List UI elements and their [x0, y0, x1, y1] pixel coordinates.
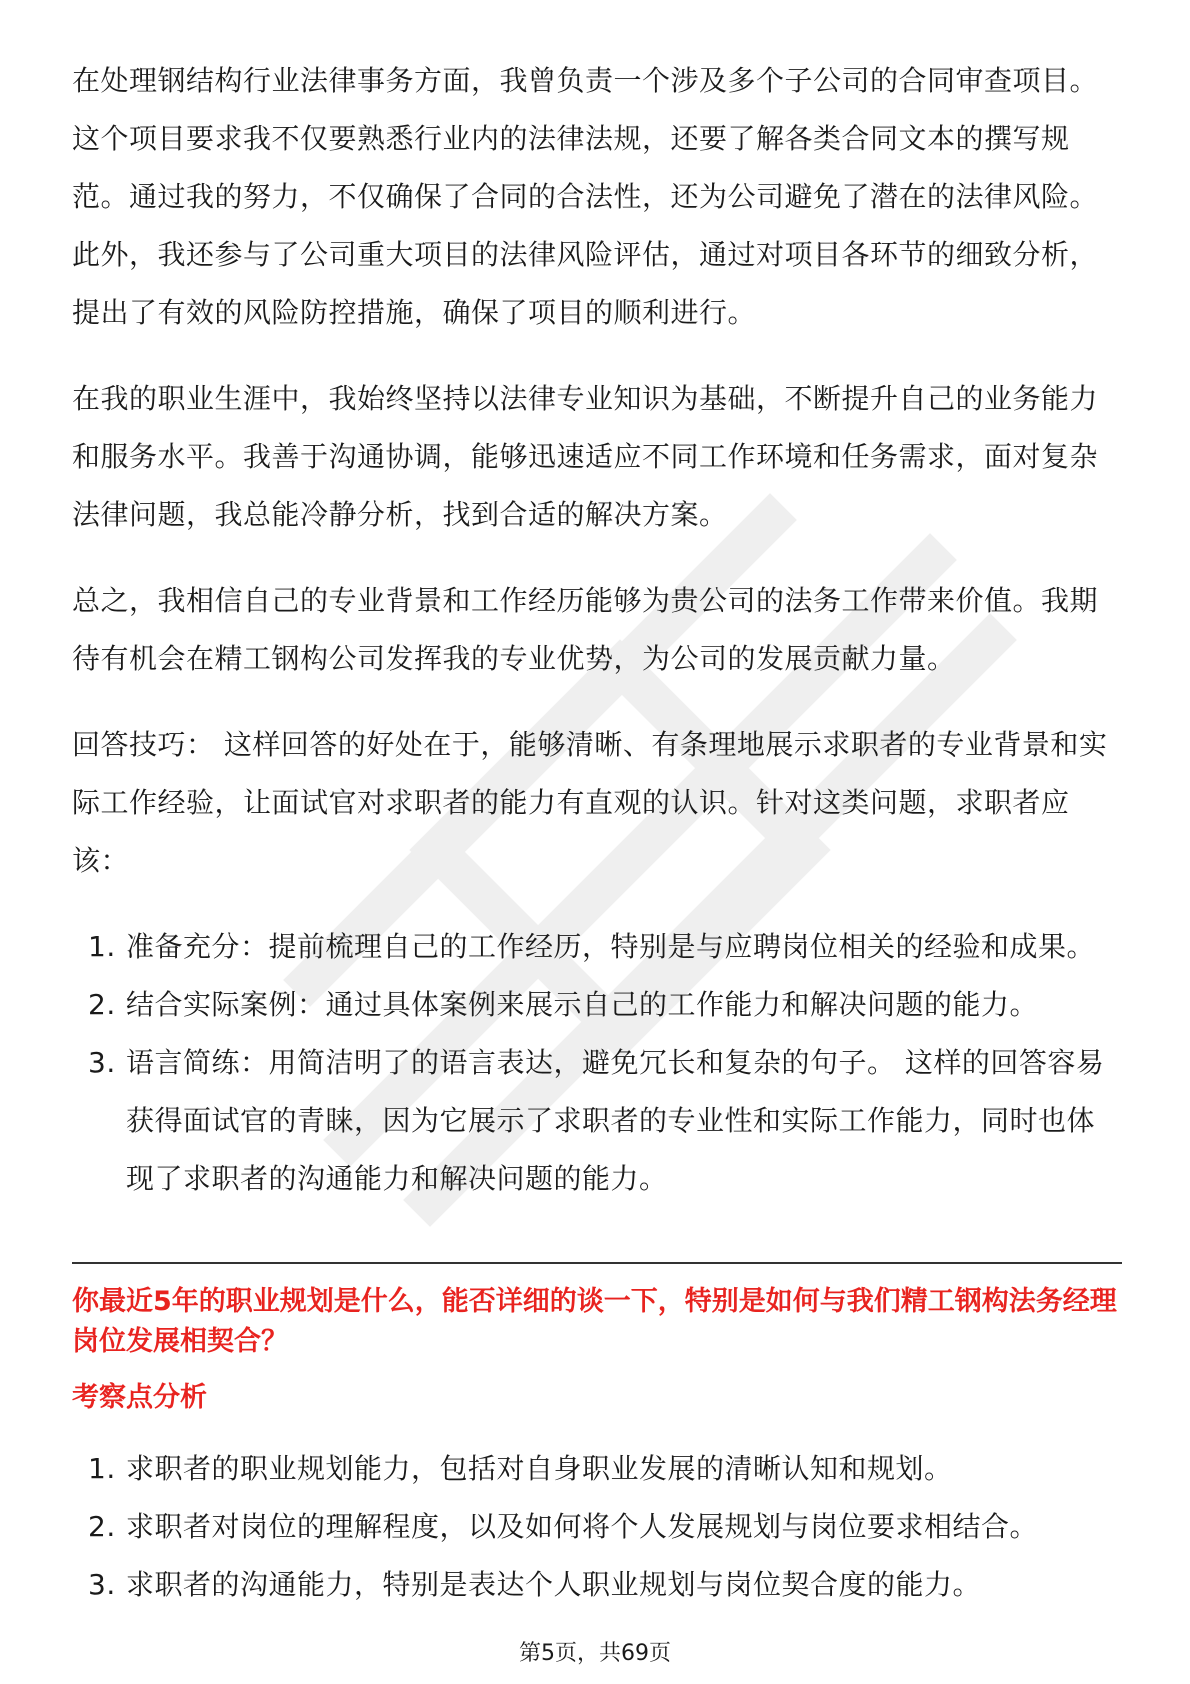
interview-question-heading: 你最近5年的职业规划是什么，能否详细的谈一下，特别是如何与我们精工钢构法务经理岗位发展相契合？	[72, 1286, 1117, 1357]
list-item	[72, 1498, 1122, 1556]
analysis-section	[72, 1440, 1122, 1614]
analysis-list	[72, 1440, 1122, 1614]
document-body	[72, 52, 1122, 1208]
body-paragraph: 在处理钢结构行业法律事务方面，我曾负责一个涉及多个子公司的合同审查项目。这个项目要求我不仅要熟悉行业内的法律法规，还要了解各类合同文本的撰写规范。通过我的努力，不仅确保了合同的合法性，还为公司避免了潜在的法律风险。此外，我还参与了公司重大项目的法律风险评估，通过对项目各环节的细致分析，提出了有效的风险防控措施，确保了项目的顺利进行。	[72, 64, 1099, 329]
section-divider	[72, 1262, 1122, 1264]
list-item-number: 2.	[88, 988, 116, 1021]
analysis-section-title: 考察点分析	[72, 1382, 207, 1413]
tips-list	[72, 918, 1122, 1208]
list-item-text: 求职者对岗位的理解程度，以及如何将个人发展规划与岗位要求相结合。	[126, 1510, 1039, 1543]
list-item-number: 2.	[88, 1510, 116, 1543]
list-item-number: 1.	[88, 1452, 116, 1485]
list-item-text: 语言简练：用简洁明了的语言表达，避免冗长和复杂的句子。 这样的回答容易获得面试官的青睐，因为它展示了求职者的专业性和实际工作能力，同时也体现了求职者的沟通能力和解决问题的能力。	[126, 1046, 1105, 1195]
list-item	[72, 1440, 1122, 1498]
list-item-text: 求职者的沟通能力，特别是表达个人职业规划与岗位契合度的能力。	[126, 1568, 982, 1601]
list-item	[72, 1556, 1122, 1614]
list-item-text: 准备充分：提前梳理自己的工作经历，特别是与应聘岗位相关的经验和成果。	[126, 930, 1096, 963]
list-item-text: 结合实际案例：通过具体案例来展示自己的工作能力和解决问题的能力。	[126, 988, 1039, 1021]
list-item-number: 1.	[88, 930, 116, 963]
list-item	[72, 1034, 1122, 1208]
list-item-number: 3.	[88, 1046, 116, 1079]
page-number-footer: 第5页，共69页	[519, 1641, 671, 1666]
list-item	[72, 976, 1122, 1034]
answer-tips-paragraph: 回答技巧： 这样回答的好处在于，能够清晰、有条理地展示求职者的专业背景和实际工作经验，让面试官对求职者的能力有直观的认识。针对这类问题，求职者应该：	[72, 728, 1108, 877]
list-item	[72, 918, 1122, 976]
list-item-text: 求职者的职业规划能力，包括对自身职业发展的清晰认知和规划。	[126, 1452, 953, 1485]
body-paragraph: 在我的职业生涯中，我始终坚持以法律专业知识为基础，不断提升自己的业务能力和服务水平。我善于沟通协调，能够迅速适应不同工作环境和任务需求，面对复杂法律问题，我总能冷静分析，找到合适的解决方案。	[72, 382, 1099, 531]
list-item-number: 3.	[88, 1568, 116, 1601]
body-paragraph: 总之，我相信自己的专业背景和工作经历能够为贵公司的法务工作带来价值。我期待有机会在精工钢构公司发挥我的专业优势，为公司的发展贡献力量。	[72, 584, 1099, 675]
